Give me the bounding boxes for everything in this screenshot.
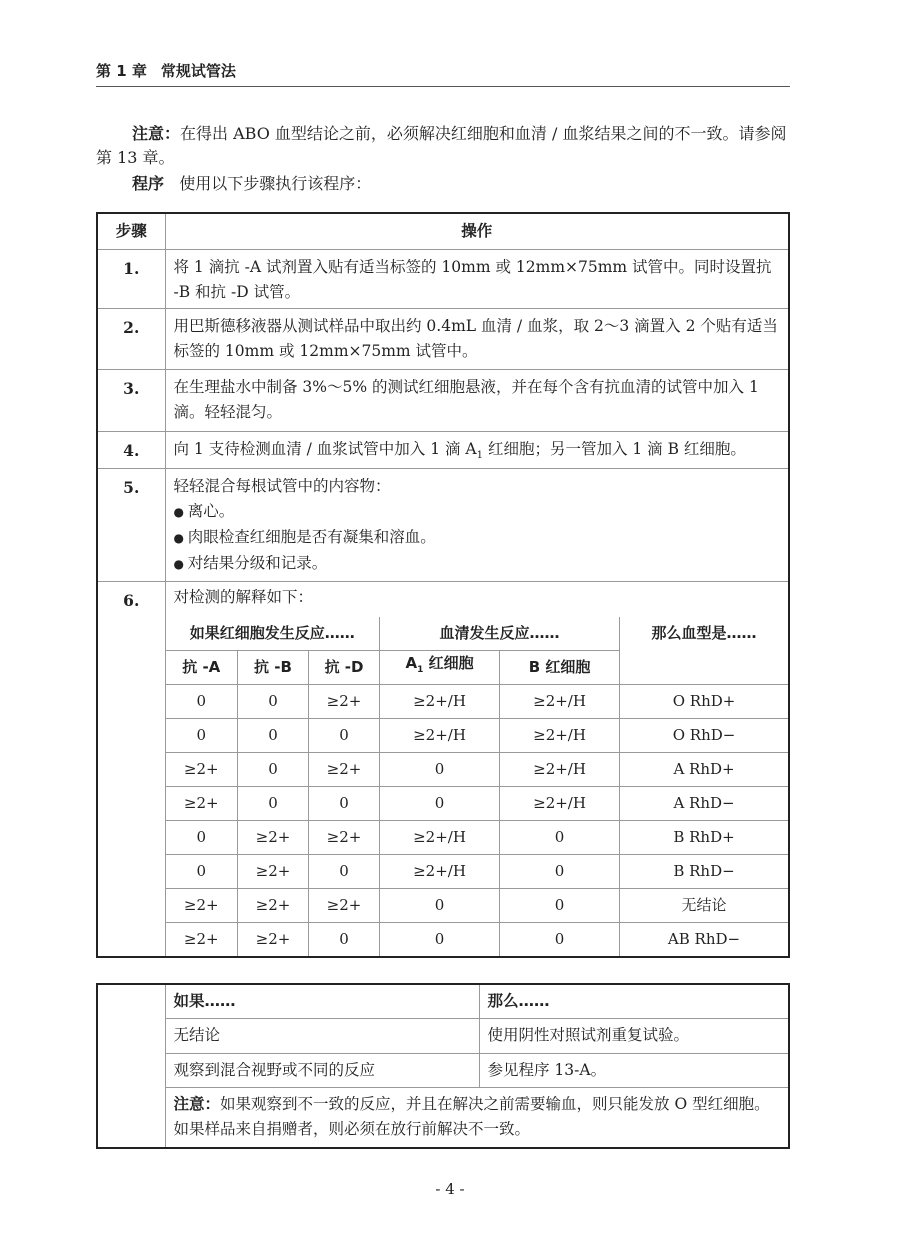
step-number: 1.: [97, 249, 165, 308]
step-row: [97, 468, 789, 581]
interp-cell: AB RhD−: [620, 922, 788, 956]
interp-cell: 0: [309, 854, 380, 888]
interp-cell: ≥2+: [309, 888, 380, 922]
interp-cell: ≥2+/H: [380, 718, 500, 752]
interp-row: [166, 820, 789, 854]
note-text: 如果观察到不一致的反应，并且在解决之前需要输血，则只能发放 O 型红细胞。如果样品来自捐赠者，则必须在放行前解决不一致。: [173, 1095, 770, 1139]
interp-cell: ≥2+/H: [500, 684, 620, 718]
note-label: 注意：: [132, 124, 181, 143]
interp-cell: 0: [380, 752, 500, 786]
chapter-title: 常规试管法: [160, 62, 236, 80]
interp-cell: 0: [500, 854, 620, 888]
step-number: 4.: [97, 431, 165, 468]
interp-cell: ≥2+: [309, 752, 380, 786]
interp-cell: ≥2+: [238, 922, 309, 956]
interp-cell: ≥2+: [238, 854, 309, 888]
interp-cell: ≥2+: [238, 820, 309, 854]
interp-row: [166, 718, 789, 752]
interp-cell: 0: [309, 786, 380, 820]
interp-cell: ≥2+/H: [500, 786, 620, 820]
header-a1-cells: [380, 650, 500, 684]
subscript: 1: [476, 449, 484, 461]
bullet-list: [174, 499, 781, 577]
interp-cell: ≥2+/H: [500, 718, 620, 752]
interp-cell: 0: [238, 718, 309, 752]
note-text: 在得出 ABO 血型结论之前，必须解决红细胞和血清 / 血浆结果之间的不一致。请参阅第 13 章。: [96, 124, 787, 167]
header-rbc-reaction: 如果红细胞发生反应……: [166, 617, 380, 651]
interp-cell: 无结论: [620, 888, 788, 922]
interp-row: [166, 684, 789, 718]
interp-cell: ≥2+: [238, 888, 309, 922]
interp-row: [166, 922, 789, 956]
page-number: - 4 -: [435, 1180, 465, 1198]
step-text: 将 1 滴抗 -A 试剂置入贴有适当标签的 10mm 或 12mm×75mm 试管中。同时设置抗 -B 和抗 -D 试管。: [165, 249, 789, 308]
interp-cell: B RhD−: [620, 854, 788, 888]
steps-table: [96, 212, 790, 958]
interp-cell: B RhD+: [620, 820, 788, 854]
interp-cell: 0: [380, 922, 500, 956]
header-b-cells: B 红细胞: [500, 650, 620, 684]
step-row: [97, 431, 789, 468]
interp-cell: 0: [166, 854, 238, 888]
interp-cell: ≥2+/H: [500, 752, 620, 786]
procedure-label: 程序: [132, 174, 165, 193]
empty-cell: [97, 984, 165, 1148]
step-text: [165, 468, 789, 581]
header-anti-d: 抗 -D: [309, 650, 380, 684]
interp-cell: 0: [238, 684, 309, 718]
if-cell: 观察到混合视野或不同的反应: [165, 1053, 479, 1087]
interp-cell: 0: [380, 786, 500, 820]
interp-cell: ≥2+: [166, 922, 238, 956]
interp-cell: O RhD+: [620, 684, 788, 718]
step-text: 用巴斯德移液器从测试样品中取出约 0.4mL 血清 / 血浆，取 2～3 滴置入 2 个贴有适当标签的 10mm 或 12mm×75mm 试管中。: [165, 308, 789, 369]
interp-cell: 0: [309, 922, 380, 956]
bullet-item: ● 离心。: [174, 499, 781, 525]
step-number: 5.: [97, 468, 165, 581]
interp-row: [166, 752, 789, 786]
then-cell: 使用阴性对照试剂重复试验。: [479, 1018, 789, 1053]
header-rule: [96, 86, 790, 87]
step-row: [97, 369, 789, 431]
step-number: 2.: [97, 308, 165, 369]
interp-cell: ≥2+: [309, 684, 380, 718]
interp-cell: O RhD−: [620, 718, 788, 752]
interp-cell: 0: [166, 684, 238, 718]
header-blood-type: 那么血型是……: [620, 617, 788, 685]
interp-cell: 0: [500, 820, 620, 854]
note-paragraph: [96, 122, 792, 170]
interp-cell: A RhD+: [620, 752, 788, 786]
interp-cell: ≥2+: [166, 888, 238, 922]
interp-cell: ≥2+/H: [380, 684, 500, 718]
step-row: [97, 581, 789, 957]
table-row: [97, 1053, 789, 1087]
interp-cell: ≥2+: [166, 752, 238, 786]
header-anti-b: 抗 -B: [238, 650, 309, 684]
interp-cell: A RhD−: [620, 786, 788, 820]
interp-cell: 0: [500, 922, 620, 956]
step-number: 3.: [97, 369, 165, 431]
interp-row: [166, 888, 789, 922]
interp-row: [166, 786, 789, 820]
step-row: [97, 249, 789, 308]
step-number: 6.: [97, 581, 165, 957]
interp-cell: 0: [500, 888, 620, 922]
chapter-number: 第 1 章: [96, 62, 147, 80]
step-row: [97, 308, 789, 369]
a1-label: A: [405, 654, 418, 673]
bullet-item: ● 肉眼检查红细胞是否有凝集和溶血。: [174, 525, 781, 551]
step-text: [165, 581, 789, 957]
interp-cell: ≥2+/H: [380, 820, 500, 854]
header-if: 如果……: [165, 984, 479, 1018]
interp-cell: 0: [238, 752, 309, 786]
interp-cell: 0: [166, 820, 238, 854]
then-cell: 参见程序 13-A。: [479, 1053, 789, 1087]
table-row: [97, 1018, 789, 1053]
step-text: 在生理盐水中制备 3%～5% 的测试红细胞悬液，并在每个含有抗血清的试管中加入 1 滴。轻轻混匀。: [165, 369, 789, 431]
if-cell: 无结论: [165, 1018, 479, 1053]
step-text-b: 红细胞；另一管加入 1 滴 B 红细胞。: [483, 439, 746, 458]
header-step: 步骤: [97, 213, 165, 249]
header-serum-reaction: 血清发生反应……: [380, 617, 620, 651]
interp-cell: 0: [380, 888, 500, 922]
step-text-a: 向 1 支待检测血清 / 血浆试管中加入 1 滴 A: [173, 439, 477, 458]
step-intro: 轻轻混合每根试管中的内容物：: [173, 476, 391, 495]
note-cell: [165, 1087, 789, 1148]
procedure-paragraph: [132, 172, 371, 196]
interp-cell: 0: [309, 718, 380, 752]
header-operation: 操作: [165, 213, 789, 249]
procedure-text: 使用以下步骤执行该程序：: [179, 174, 372, 193]
interp-cell: 0: [166, 718, 238, 752]
bullet-item: ● 对结果分级和记录。: [174, 551, 781, 577]
interp-cell: ≥2+/H: [380, 854, 500, 888]
step-intro: 对检测的解释如下：: [173, 587, 314, 606]
interp-cell: ≥2+: [166, 786, 238, 820]
interpretation-table: [166, 617, 789, 956]
subscript: 1: [417, 665, 424, 676]
interp-cell: 0: [238, 786, 309, 820]
a1-suffix: 红细胞: [423, 654, 474, 673]
interp-row: [166, 854, 789, 888]
header-then: 那么……: [479, 984, 789, 1018]
note-label: 注意：: [173, 1095, 221, 1114]
running-header: [96, 60, 236, 81]
header-anti-a: 抗 -A: [166, 650, 238, 684]
step-text: [165, 431, 789, 468]
interp-cell: ≥2+: [309, 820, 380, 854]
if-then-table: [96, 983, 790, 1149]
